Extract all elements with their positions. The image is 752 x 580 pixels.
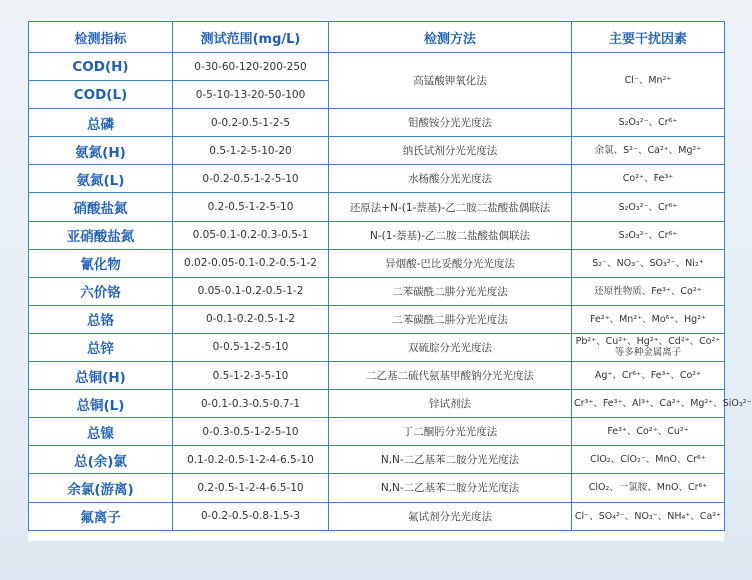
range-cell: 0.5-1-2-3-5-10 [173,362,329,390]
table-row [29,53,725,81]
method-cell: 二乙基二硫代氨基甲酸钠分光光度法 [329,362,572,390]
table-row [29,418,725,446]
interference-cell: Cl⁻、Mn²⁺ [572,53,725,109]
indicator-cell: 氟离子 [29,502,173,530]
interference-cell: S₂⁻、NO₃⁻、SO₃²⁻、Ni₂⁺ [572,249,725,277]
table-row [29,221,725,249]
indicator-cell: COD(H) [29,53,173,81]
table-row [29,474,725,502]
interference-cell: Pb²⁺、Cu²⁺、Hg²⁺、Cd²⁺、Co²⁺ 等多种金属离子 [572,333,725,361]
interference-cell: Fe²⁺、Mn²⁺、Mo⁶⁺、Hg²⁺ [572,305,725,333]
table-row [29,390,725,418]
interference-cell: ClO₂、一氯胺、MnO、Cr⁶⁺ [572,474,725,502]
indicator-cell: 氨氮(H) [29,137,173,165]
table-row [29,502,725,530]
range-cell: 0-0.2-0.5-0.8-1.5-3 [173,502,329,530]
range-cell: 0-30-60-120-200-250 [173,53,329,81]
method-cell: 高锰酸钾氧化法 [329,53,572,109]
method-cell: 钼酸铵分光光度法 [329,109,572,137]
method-cell: 二苯碳酰二肼分光光度法 [329,277,572,305]
indicator-cell: 六价铬 [29,277,173,305]
table-row [29,193,725,221]
interference-cell: 余氯、S²⁻、Ca²⁺、Mg²⁺ [572,137,725,165]
interference-cell: Ag⁺、Cr⁶⁺、Fe³⁺、Co²⁺ [572,362,725,390]
indicator-cell: 总铜(L) [29,390,173,418]
table-row [29,446,725,474]
table-frame [28,21,752,541]
indicator-cell: 氨氮(L) [29,165,173,193]
header-method: 检测方法 [329,22,572,53]
method-cell: 锌试剂法 [329,390,572,418]
indicator-cell: 总锌 [29,333,173,361]
header-indicator: 检测指标 [29,22,173,53]
table-row [29,249,725,277]
interference-cell: Cr³⁺、Fe³⁺、Al³⁺、Ca²⁺、Mg²⁺、SiO₃²⁻ [572,390,725,418]
table-row [29,305,725,333]
range-cell: 0.2-0.5-1-2-4-6.5-10 [173,474,329,502]
method-cell: 二苯碳酰二肼分光光度法 [329,305,572,333]
range-cell: 0-0.1-0.3-0.5-0.7-1 [173,390,329,418]
method-cell: N,N-二乙基苯二胺分光光度法 [329,474,572,502]
range-cell: 0.5-1-2-5-10-20 [173,137,329,165]
method-cell: N,N-二乙基苯二胺分光光度法 [329,446,572,474]
table-row [29,333,725,361]
range-cell: 0-0.5-1-2-5-10 [173,333,329,361]
method-cell: 氟试剂分光光度法 [329,502,572,530]
interference-cell: S₂O₃²⁻、Cr⁶⁺ [572,109,725,137]
method-cell: 还原法+N-(1-萘基)-乙二胺二盐酸盐偶联法 [329,193,572,221]
interference-cell: ClO₂、ClO₂⁻、MnO、Cr⁶⁺ [572,446,725,474]
range-cell: 0-5-10-13-20-50-100 [173,81,329,109]
indicator-cell: 氰化物 [29,249,173,277]
method-cell: N-(1-萘基)-乙二胺二盐酸盐偶联法 [329,221,572,249]
range-cell: 0-0.1-0.2-0.5-1-2 [173,305,329,333]
detection-table [28,21,752,531]
range-cell: 0.05-0.1-0.2-0.3-0.5-1 [173,221,329,249]
interference-cell: Cl⁻、SO₄²⁻、NO₃⁻、NH₄⁺、Ca²⁺ [572,502,725,530]
interference-cell: Co²⁺、Fe³⁺ [572,165,725,193]
interference-cell: S₂O₃²⁻、Cr⁶⁺ [572,221,725,249]
method-cell: 双硫腙分光光度法 [329,333,572,361]
table-row [29,277,725,305]
table-row [29,109,725,137]
indicator-cell: 余氯(游离) [29,474,173,502]
table-row [29,165,725,193]
range-cell: 0-0.2-0.5-1-2-5 [173,109,329,137]
range-cell: 0-0.2-0.5-1-2-5-10 [173,165,329,193]
interference-cell: Fe³⁺、Co²⁺、Cu²⁺ [572,418,725,446]
table-row [29,137,725,165]
indicator-cell: 总磷 [29,109,173,137]
indicator-cell: 总镍 [29,418,173,446]
interference-cell: S₂O₃²⁻、Cr⁶⁺ [572,193,725,221]
range-cell: 0.05-0.1-0.2-0.5-1-2 [173,277,329,305]
indicator-cell: 亚硝酸盐氮 [29,221,173,249]
indicator-cell: 总铜(H) [29,362,173,390]
method-cell: 纳氏试剂分光光度法 [329,137,572,165]
range-cell: 0-0.3-0.5-1-2-5-10 [173,418,329,446]
header-range: 测试范围(mg/L) [173,22,329,53]
table-header-row [29,22,725,53]
method-cell: 丁二酮肟分光光度法 [329,418,572,446]
indicator-cell: 总(余)氯 [29,446,173,474]
range-cell: 0.1-0.2-0.5-1-2-4-6.5-10 [173,446,329,474]
method-cell: 水杨酸分光光度法 [329,165,572,193]
method-cell: 异烟酸-巴比妥酸分光光度法 [329,249,572,277]
indicator-cell: COD(L) [29,81,173,109]
table-row [29,362,725,390]
interference-cell: 还原性物质、Fe³⁺、Co²⁺ [572,277,725,305]
header-interference: 主要干扰因素 [572,22,725,53]
range-cell: 0.2-0.5-1-2-5-10 [173,193,329,221]
indicator-cell: 硝酸盐氮 [29,193,173,221]
indicator-cell: 总铬 [29,305,173,333]
range-cell: 0.02-0.05-0.1-0.2-0.5-1-2 [173,249,329,277]
